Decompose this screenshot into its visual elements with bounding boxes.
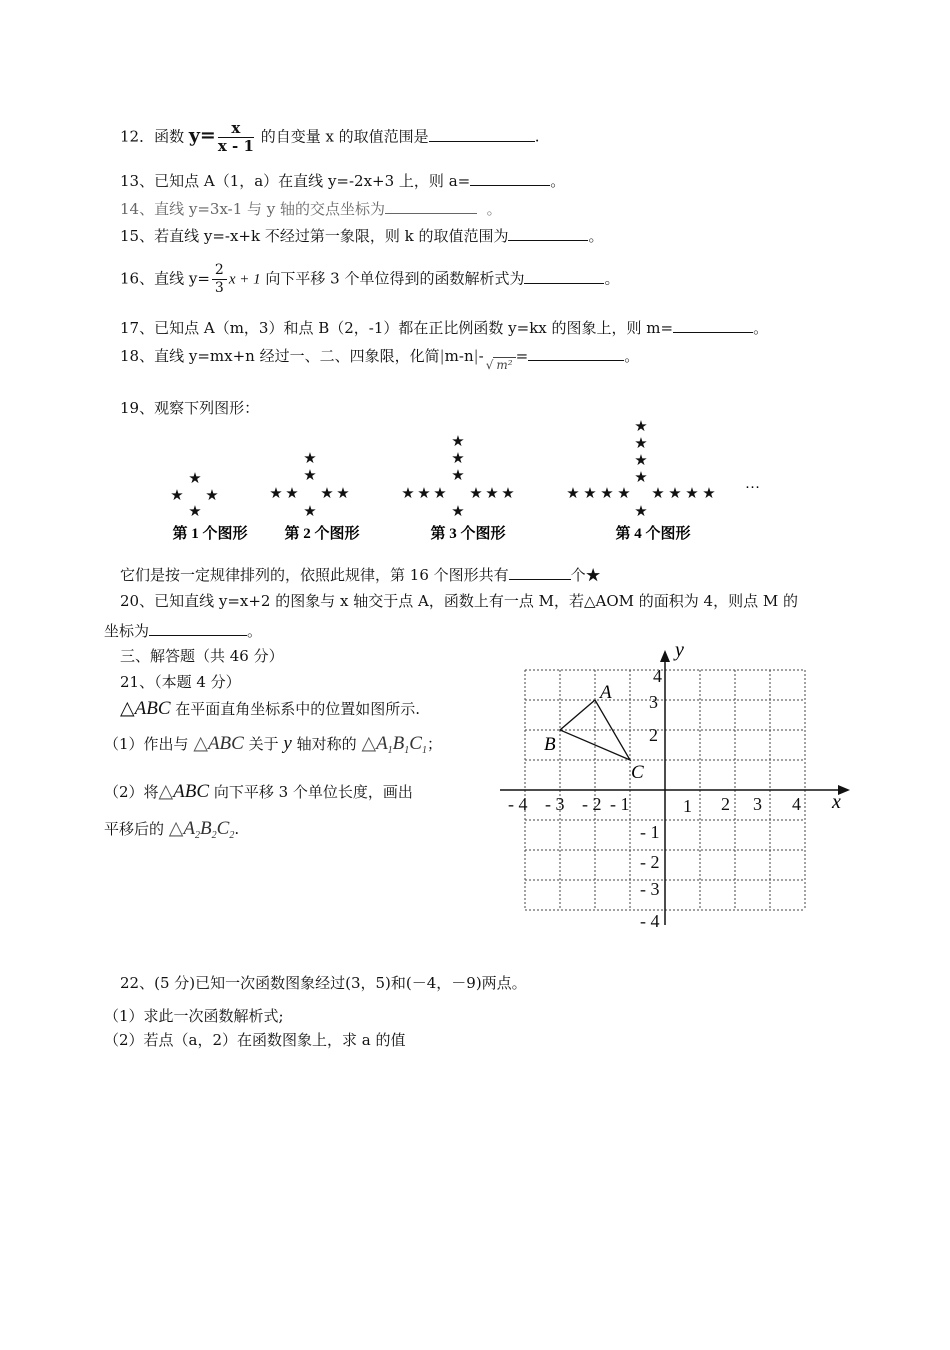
- svg-text:4: 4: [653, 666, 662, 686]
- svg-text:★: ★: [188, 471, 202, 487]
- question-22-part2: （2）若点（a，2）在函数图象上，求 a 的值: [104, 1031, 406, 1049]
- y-axis-label: y: [675, 639, 684, 661]
- svg-text:★: ★: [485, 486, 499, 502]
- svg-text:★: ★: [269, 486, 283, 502]
- question-18: 18、直线 y=mx+n 经过一、二、四象限，化简|m-n|- √ m² = 。: [120, 344, 639, 375]
- svg-text:★: ★: [634, 470, 648, 486]
- svg-text:- 4: - 4: [640, 911, 660, 931]
- svg-text:★: ★: [566, 486, 580, 502]
- svg-text:- 1: - 1: [640, 822, 660, 842]
- svg-text:3: 3: [649, 692, 658, 712]
- svg-text:★: ★: [634, 436, 648, 452]
- svg-text:★: ★: [651, 486, 665, 502]
- question-22-head: 22、(5 分)已知一次函数图象经过(3，5)和(－4，－9)两点。: [120, 974, 527, 992]
- fraction: $\frac{2}{3}$: [212, 262, 227, 297]
- svg-text:★: ★: [451, 468, 465, 484]
- svg-text:★: ★: [205, 488, 219, 504]
- question-14: 14、直线 y=3x-1 与 y 轴的交点坐标为 。: [120, 197, 502, 219]
- question-12: 12．函数 y= $\frac{x}{x - 1}$ 的自变量 x 的取值范围是 .: [120, 119, 540, 155]
- svg-text:★: ★: [702, 486, 716, 502]
- svg-text:★: ★: [634, 504, 648, 520]
- svg-text:★: ★: [433, 486, 447, 502]
- svg-text:★: ★: [634, 419, 648, 435]
- figure-label-1: 第 1 个图形: [172, 526, 248, 542]
- section-3-heading: 三、解答题（共 46 分）: [120, 647, 284, 665]
- svg-text:4: 4: [792, 794, 801, 814]
- svg-text:- 4: - 4: [508, 794, 528, 814]
- svg-text:★: ★: [617, 486, 631, 502]
- svg-text:★: ★: [336, 486, 350, 502]
- svg-text:1: 1: [683, 796, 692, 816]
- svg-text:★: ★: [401, 486, 415, 502]
- y-axis-arrow: [660, 650, 670, 662]
- question-17: 17、已知点 A（m，3）和点 B（2，-1）都在正比例函数 y=kx 的图象上，则 m= 。: [120, 316, 768, 338]
- svg-text:★: ★: [634, 453, 648, 469]
- svg-text:- 3: - 3: [640, 879, 660, 899]
- question-21-part2: （2）将△ABC 向下平移 3 个单位长度，画出: [104, 780, 413, 802]
- svg-text:★: ★: [417, 486, 431, 502]
- question-21-part1: （1）作出与 △ABC 关于 y 轴对称的 $\triangle A_1B_1C_1$；: [104, 732, 442, 756]
- ellipsis: …: [745, 476, 760, 492]
- figure-label-2: 第 2 个图形: [284, 526, 360, 542]
- point-b-label: B: [544, 734, 556, 755]
- svg-text:★: ★: [583, 486, 597, 502]
- question-22-part1: （1）求此一次函数解析式;: [104, 1007, 284, 1025]
- question-16: 16、直线 y= $\frac{2}{3}$ x + 1 向下平移 3 个单位得到的函数解析式为 。: [120, 262, 620, 296]
- svg-text:★: ★: [188, 504, 202, 520]
- svg-text:★: ★: [451, 504, 465, 520]
- svg-text:3: 3: [753, 794, 762, 814]
- svg-text:★: ★: [668, 486, 682, 502]
- figure-label-3: 第 3 个图形: [430, 526, 506, 542]
- question-20-line2: 坐标为 。: [104, 619, 262, 641]
- sqrt-symbol: √ m²: [486, 355, 516, 375]
- question-19-rule: 它们是按一定规律排列的，依照此规律，第 16 个图形共有 个★: [120, 563, 601, 585]
- question-13: 13、已知点 A（1，a）在直线 y=-2x+3 上，则 a= 。: [120, 169, 565, 191]
- svg-text:- 2: - 2: [582, 794, 602, 814]
- svg-text:★: ★: [303, 468, 317, 484]
- svg-text:★: ★: [600, 486, 614, 502]
- svg-text:★: ★: [170, 488, 184, 504]
- point-c-label: C: [631, 762, 644, 783]
- svg-text:★: ★: [501, 486, 515, 502]
- point-a-label: A: [600, 682, 612, 703]
- svg-text:★: ★: [469, 486, 483, 502]
- question-20: 20、已知直线 y=x+2 的图象与 x 轴交于点 A，函数上有一点 M，若△AOM 的面积为 4，则点 M 的: [120, 592, 798, 610]
- question-21-line1: △ABC 在平面直角坐标系中的位置如图所示.: [120, 697, 421, 719]
- y-ticks: [640, 666, 662, 931]
- question-21-head: 21、（本题 4 分）: [120, 673, 241, 691]
- svg-text:★: ★: [320, 486, 334, 502]
- svg-text:★: ★: [303, 451, 317, 467]
- svg-text:- 3: - 3: [545, 794, 565, 814]
- svg-text:- 1: - 1: [610, 794, 630, 814]
- svg-text:★: ★: [285, 486, 299, 502]
- question-15: 15、若直线 y=-x+k 不经过第一象限，则 k 的取值范围为 。: [120, 224, 604, 246]
- svg-text:2: 2: [649, 725, 658, 745]
- question-21-part2b: 平移后的 $\triangle A_2B_2C_2$.: [104, 817, 240, 841]
- svg-text:★: ★: [303, 504, 317, 520]
- svg-text:★: ★: [685, 486, 699, 502]
- x-ticks: [508, 794, 801, 816]
- question-19: 19、观察下列图形：: [120, 399, 260, 417]
- fraction: $\frac{x}{x - 1}$: [217, 119, 254, 155]
- svg-text:2: 2: [721, 794, 730, 814]
- svg-text:- 2: - 2: [640, 852, 660, 872]
- x-axis-label: x: [832, 791, 841, 813]
- svg-text:★: ★: [451, 434, 465, 450]
- figure-label-4: 第 4 个图形: [615, 526, 691, 542]
- svg-text:★: ★: [451, 451, 465, 467]
